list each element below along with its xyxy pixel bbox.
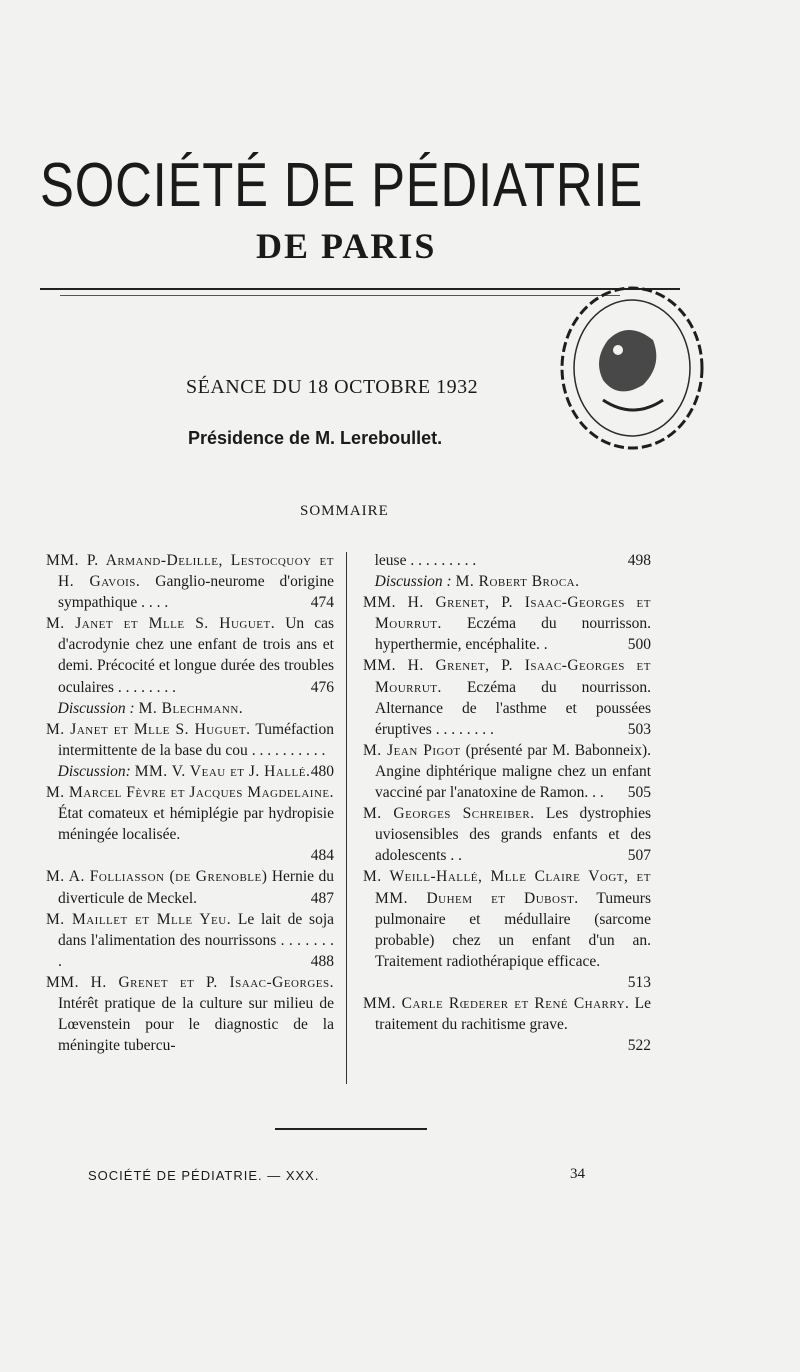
entry-page: 484 <box>310 847 334 865</box>
library-stamp <box>548 270 708 460</box>
entry-authors: MM. P. Armand-Delille, Lestocquoy et H. Gavois. <box>46 552 334 591</box>
entry-title: Un cas d'acrodynie chez une enfant de trois ans et demi. Précocité et longue durée des troubles oculaires <box>58 615 334 696</box>
entry-page: 503 <box>627 720 651 738</box>
toc-entry: MM. P. Armand-Delille, Lestocquoy et H. Gavois. Ganglio-neurome d'origine sympathique . . . . 474 <box>46 550 334 613</box>
entry-page: 498 <box>627 552 651 569</box>
entry-title: Intérêt pratique de la culture sur milieu de Lœvenstein pour le diagnostic de la méningite tubercu- <box>58 994 334 1055</box>
entry-title: Hernie du diverticule de Meckel. <box>58 868 334 907</box>
sommaire-right-column <box>363 550 651 1056</box>
journal-subtitle: DE PARIS <box>256 226 437 266</box>
toc-entry <box>363 993 651 1056</box>
entry-title: Le lait de soja dans l'alimentation des nourrissons <box>58 910 335 949</box>
toc-entry <box>363 866 651 993</box>
entry-title: Ganglio-neurome d'origine sympathique <box>58 573 334 612</box>
entry-authors: MM. Carle Rœderer et René Charry. <box>363 994 630 1012</box>
toc-discussion <box>46 761 334 782</box>
entry-page: 505 <box>627 784 651 802</box>
toc-entry: M. Georges Schreiber. Les dystrophies uviosensibles des grands enfants et des adolescents . . 507 <box>363 803 651 866</box>
entry-authors: MM. H. Grenet, P. Isaac-Georges et Mourrut. <box>363 594 651 633</box>
entry-authors: M. Janet et Mlle S. Huguet. <box>46 615 276 633</box>
entry-page: 480 <box>310 762 334 780</box>
entry-title: Les dystrophies uviosensibles des grands enfants et des adolescents <box>375 805 651 865</box>
entry-authors: M. Weill-Hallé, Mlle Claire Vogt, et MM. Duhem et Dubost. <box>363 868 651 907</box>
entry-title: Tumeurs pulmonaire et médullaire (sarcome probable) chez un enfant d'un an. Traitement radiothérapique efficace. <box>375 889 651 970</box>
entry-authors: MM. H. Grenet et P. Isaac-Georges. <box>46 973 334 991</box>
toc-entry: M. Jean Pigot (présenté par M. Babonneix). Angine diphtérique maligne chez un enfant vacciné par l'anatoxine de Ramon. . . 505 <box>363 740 651 803</box>
entry-title: Tuméfaction intermittente de la base du cou <box>58 720 334 759</box>
toc-entry: M. Janet et Mlle S. Huguet. Un cas d'acrodynie chez une enfant de trois ans et demi. Précocité et longue durée des troubles oculaires . . . . . . . . 476 <box>46 613 334 697</box>
column-divider <box>346 552 347 1084</box>
entry-page: 488 <box>310 952 334 970</box>
entry-authors: MM. H. Grenet, P. Isaac-Georges et Mourrut. <box>363 657 651 696</box>
entry-page: 487 <box>310 889 334 907</box>
entry-page: 513 <box>627 973 651 991</box>
discussion-label: Discussion: <box>57 762 131 780</box>
sommaire-left-column <box>46 550 334 1056</box>
entry-authors: M. Jean Pigot <box>363 741 461 759</box>
toc-entry: M. Maillet et Mlle Yeu. Le lait de soja dans l'alimentation des nourrissons . . . . . . . . 488 <box>46 909 334 972</box>
toc-entry <box>46 972 334 1056</box>
entry-authors: M. Janet et Mlle S. Huguet. <box>46 720 251 738</box>
toc-discussion <box>46 698 334 719</box>
journal-title: SOCIÉTÉ DE PÉDIATRIE <box>40 151 644 220</box>
entry-page: 476 <box>310 678 334 696</box>
entry-title: Eczéma du nourrisson. hyperthermie, encéphalite. <box>375 615 651 654</box>
session-date: SÉANCE DU 18 OCTOBRE 1932 <box>186 376 479 398</box>
discussion-names: MM. V. Veau et J. Hallé. <box>134 762 311 780</box>
toc-entry: MM. H. Grenet, P. Isaac-Georges et Mourrut. Eczéma du nourrisson. Alternance de l'asthme et poussées éruptives . . . . . . . . 503 <box>363 655 651 739</box>
footer-rule <box>275 1128 427 1130</box>
entry-title: Le traitement du rachitisme grave. <box>375 994 651 1034</box>
page-number: 34 <box>570 1166 585 1182</box>
entry-title: État comateux et hémiplégie par hydropisie méningée localisée. <box>58 805 334 844</box>
entry-page: 500 <box>627 636 651 654</box>
entry-title: leuse <box>374 552 407 569</box>
discussion-label: Discussion : <box>374 573 452 591</box>
presidence-line: Présidence de M. Lereboullet. <box>188 428 443 448</box>
entry-title: (présenté par M. Babonneix). Angine diphtérique maligne chez un enfant vacciné par l'anatoxine de Ramon. <box>375 741 651 802</box>
entry-page: 507 <box>627 847 651 865</box>
entry-title: Eczéma du nourrisson. Alternance de l'asthme et poussées éruptives <box>375 678 651 738</box>
discussion-names: M. Robert Broca. <box>455 573 580 591</box>
sommaire-heading: SOMMAIRE <box>300 503 389 519</box>
entry-authors: M. Marcel Fèvre et Jacques Magdelaine. <box>46 784 334 802</box>
entry-authors: M. Georges Schreiber. <box>363 805 535 823</box>
toc-entry: M. Janet et Mlle S. Huguet. Tuméfaction intermittente de la base du cou . . . . . . . . . . 480 <box>46 719 334 761</box>
toc-entry <box>46 782 334 866</box>
discussion-names: M. Blechmann. <box>138 699 244 717</box>
entry-page: 522 <box>627 1037 651 1055</box>
discussion-label: Discussion : <box>57 699 135 717</box>
toc-continuation: leuse . . . . . . . . . 498 <box>363 550 651 571</box>
toc-discussion <box>363 571 651 592</box>
header-rule-thin <box>60 295 620 296</box>
toc-entry: MM. H. Grenet, P. Isaac-Georges et Mourrut. Eczéma du nourrisson. hyperthermie, encéphalite. . 500 <box>363 592 651 655</box>
toc-entry <box>46 866 334 908</box>
entry-authors: M. Maillet et Mlle Yeu. <box>46 910 232 928</box>
entry-authors: M. A. Folliasson (de Grenoble) <box>46 868 268 886</box>
entry-page: 474 <box>310 594 334 612</box>
running-footer: SOCIÉTÉ DE PÉDIATRIE. — XXX. <box>88 1168 320 1183</box>
